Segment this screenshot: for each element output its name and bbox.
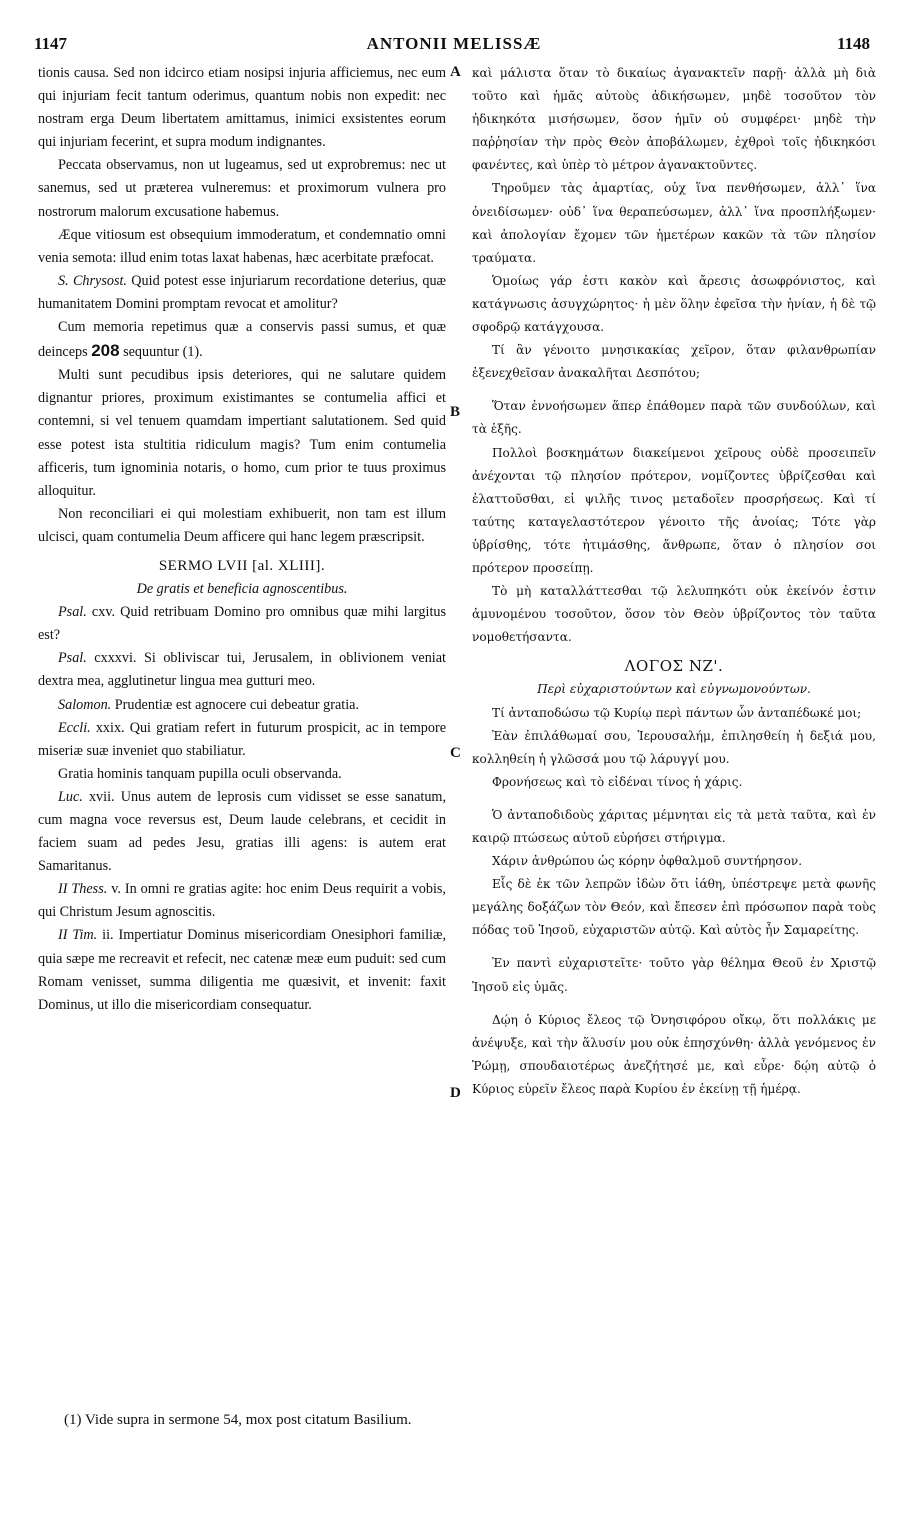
spacer — [472, 794, 876, 804]
page-number-right: 1148 — [836, 34, 870, 53]
page-number-left: 1147 — [34, 34, 68, 53]
latin-paragraph — [38, 601, 446, 647]
latin-paragraph: Peccata observamus, non ut lugeamus, sed ut exprobremus: nec ut sanemus, sed ut præterea vulneremus: et proximorum vulnera pro nostrorum malorum excusatione habemus. — [38, 157, 446, 220]
greek-paragraph: Δῴη ὁ Κύριος ἔλεος τῷ Ὀνησιφόρου οἴκῳ, ὅτι πολλάκις με ἀνέψυξε, καὶ τὴν ἅλυσίν μου οὐκ ἐπησχύνθη· ἀλλὰ γενόμενος ἐν Ῥώμῃ, σπουδαιοτέρως ἀνεζήτησέ με, καὶ εὗρε· δῴη αὐτῷ ὁ Κύριος εὑρεῖν ἔλεος παρὰ Κυρίου ἐν ἐκείνῃ τῇ ἡμέρᾳ. — [472, 1012, 876, 1096]
source-reference: Psal. — [58, 604, 87, 621]
greek-column — [472, 62, 876, 1101]
spacer — [472, 999, 876, 1009]
margin-marker-c: C — [450, 745, 461, 761]
greek-paragraph: καὶ μάλιστα ὅταν τὸ δικαίως ἀγανακτεῖν παρῇ· ἀλλὰ μὴ διὰ τοῦτο καὶ ἡμᾶς αὐτοὺς ἀδικήσωμεν, μηδὲ τοσοῦτον τὸν ἠδικηκότα μισήσωμεν, ὅσον ἡμῖν οὐ συμφέρει· μηδὲ τὴν παῤῥησίαν τὴν πρὸς Θεὸν ἀποβάλωμεν, ἐχθροὶ τοῖς ἠδικηκόσι φανέντες, καὶ ὑπὲρ τὸ μέτρον ἀγανακτοῦντες. — [472, 66, 876, 173]
greek-paragraph: Ἐὰν ἐπιλάθωμαί σου, Ἱερουσαλήμ, ἐπιλησθείη ἡ δεξιά μου, κολληθείη ἡ γλῶσσά μου τῷ λάρυγγί μου. — [472, 728, 876, 766]
greek-paragraph: Εἷς δὲ ἐκ τῶν λεπρῶν ἰδὼν ὅτι ἰάθη, ὑπέστρεψε μετὰ φωνῆς μεγάλης δοξάζων τὸν Θεόν, καὶ ἔπεσεν ἐπὶ πρόσωπον παρὰ τοὺς πόδας τοῦ Ἰησοῦ, εὐχαριστῶν αὐτῷ. Καὶ αὐτὸς ἦν Σαμαρείτης. — [472, 877, 876, 938]
paragraph-text: xvii. Unus autem de leprosis cum vidisset se esse sanatum, cum magna voce reversus est, Deum laude celebrans, et cecidit in faciem suam ad pedes Jesu, gratias illi agens: is autem erat Samaritanus. — [38, 788, 446, 875]
latin-paragraph — [38, 924, 446, 1016]
latin-paragraph: Non reconciliari ei qui molestiam exhibuerit, non tam est illum ulcisci, quam contumelia Deum afficere qui hanc legem præscripsit. — [38, 505, 446, 545]
source-reference: Luc. — [58, 788, 83, 805]
paragraph-text: sequuntur (1). — [119, 344, 203, 361]
latin-paragraph: Æque vitiosum est obsequium immoderatum, et condemnatio omni venia semota: illud enim totas laxat habenas, hæc acerbitate præfocat. — [38, 226, 446, 266]
source-reference: II Tim. — [58, 927, 98, 944]
paragraph-text: v. In omni re gratias agite: hoc enim Deus requirit a vobis, qui Christum Jesum agnoscitis. — [38, 881, 446, 921]
paragraph-text: xxix. Qui gratiam refert in futurum prospicit, ac in tempore miseriæ suæ inveniet quo stabiliatur. — [38, 719, 446, 759]
latin-paragraph: Multi sunt pecudibus ipsis deteriores, qui ne salutare quidem dignantur priores, proximum existimantes se contumelia affici et contemni, si vel tenuem quamdam impertiant salutationem. Sed quid esse potest ista stultitia ridiculum magis? Tum enim contumelia afficeris, tum ignominia notaris, o homo, cum prior te tuus proximus alloquitur. — [38, 367, 446, 499]
greek-paragraph: Χάριν ἀνθρώπου ὡς κόρην ὀφθαλμοῦ συντήρησον. — [492, 854, 803, 869]
greek-paragraph: Τὸ μὴ καταλλάττεσθαι τῷ λελυπηκότι οὐκ ἐκείνόν ἐστιν ἀμυνομένου τοσοῦτον, ὅσον τὸν Θεὸν ὑβρίζοντος τὸν ταῦτα νομοθετήσαντα. — [472, 584, 876, 645]
margin-marker-d: D — [450, 1085, 461, 1101]
latin-paragraph — [38, 270, 446, 316]
source-reference: Eccli. — [58, 719, 91, 736]
running-title: ANTONII MELISSÆ — [366, 34, 542, 53]
column-number: 208 — [91, 341, 120, 361]
greek-paragraph: Ὁ ἀνταποδιδοὺς χάριτας μέμνηται εἰς τὰ μετὰ ταῦτα, καὶ ἐν καιρῷ πτώσεως αὐτοῦ εὑρήσει στήριγμα. — [472, 807, 876, 845]
latin-column — [38, 62, 446, 1017]
source-reference: Salomon. — [58, 696, 112, 713]
paragraph-text: Prudentiæ est agnocere cui debeatur gratia. — [111, 696, 359, 713]
greek-paragraph: Τί ἂν γένοιτο μνησικακίας χεῖρον, ὅταν φιλανθρωπίαν ἐξενεχθεῖσαν ἀνακαλῆται Δεσπότου; — [472, 343, 876, 381]
spacer — [472, 942, 876, 952]
latin-paragraph — [38, 786, 446, 878]
logos-heading: ΛΟΓΟΣ ΝΖ'. — [624, 657, 724, 676]
source-reference: S. Chrysost. — [58, 272, 127, 289]
logos-subheading: Περὶ εὐχαριστούντων καὶ εὐγνωμονούντων. — [537, 682, 811, 697]
latin-paragraph: Gratia hominis tanquam pupilla oculi observanda. — [58, 765, 342, 782]
latin-paragraph — [38, 647, 446, 693]
paragraph-text: Quid potest esse injuriarum recordatione deterius, quæ humanitatem Domini promptam revocat et amolitur? — [38, 272, 447, 312]
sermon-heading: SERMO LVII [al. XLIII]. — [158, 557, 326, 574]
margin-marker-a: A — [450, 64, 461, 80]
sermon-subheading: De gratis et beneficia agnoscentibus. — [136, 581, 348, 598]
latin-paragraph: tionis causa. Sed non idcirco etiam nosipsi injuria afficiemus, nec eum qui injuriam fecit tantum oderimus, quantum nobis non expedit: nec nostram erga Deum libertatem amittamus, inimici exsistentes eorum qui injuriam fecerint, et supra modum indignantes. — [38, 65, 446, 151]
greek-paragraph: Ὁμοίως γάρ ἐστι κακὸν καὶ ἄρεσις ἀσωφρόνιστος, καὶ κατάγνωσις ἀσυγχώρητος· ἡ μὲν ὅλην ἐφεῖσα τὴν ἡνίαν, ἡ δὲ τῷ σφοδρῷ κατάγχουσα. — [472, 273, 876, 335]
latin-paragraph — [38, 316, 446, 364]
source-reference: II Thess. — [58, 881, 108, 898]
greek-paragraph: Ὅταν ἐννοήσωμεν ἅπερ ἐπάθομεν παρὰ τῶν συνδούλων, καὶ τὰ ἑξῆς. — [472, 399, 876, 437]
source-reference: Psal. — [58, 650, 87, 667]
spacer — [472, 385, 876, 395]
paragraph-text: cxxxvi. Si obliviscar tui, Jerusalem, in oblivionem veniat dextra mea, agglutinetur lingua mea gutturi meo. — [38, 650, 446, 690]
latin-paragraph — [38, 694, 446, 717]
latin-paragraph — [38, 878, 446, 924]
greek-paragraph: Ἐν παντὶ εὐχαριστεῖτε· τοῦτο γὰρ θέλημα Θεοῦ ἐν Χριστῷ Ἰησοῦ εἰς ὑμᾶς. — [472, 956, 876, 994]
paragraph-text: cxv. Quid retribuam Domino pro omnibus quæ mihi largitus est? — [38, 604, 446, 644]
paragraph-text: Cum memoria repetimus quæ a conservis passi sumus, et quæ deinceps — [38, 319, 446, 361]
greek-paragraph: Πολλοὶ βοσκημάτων διακείμενοι χεῖρους οὐδὲ προσειπεῖν ἀνέχονται τῷ πλησίον πρότερον, νομίζοντες ὑβρίζεσθαι καὶ ἐλαττοῦσθαι, εἰ ψιλῆς τινος μεταδοῖεν προσρήσεως. Καὶ τί ταύτης καταγελαστότερον γένοιτο τῆς ἀνοίας; Τότε γὰρ ὑβρίσθης, τότε ἠτιμάσθης, ἄνθρωπε, ὅταν ὁ πλησίον σοι πρότερον προσείπῃ. — [472, 445, 876, 575]
paragraph-text: ii. Impertiatur Dominus misericordiam Onesiphori familiæ, quia sæpe me recreavit et refecit, nec catenæ meæ eum puduit: sed cum Romam venisset, summa diligentia me quæsivit, et invenit: faxit Dominus, ut illo die misericordiam consequatur. — [38, 927, 446, 1013]
greek-paragraph: Τηροῦμεν τὰς ἁμαρτίας, οὐχ ἵνα πενθήσωμεν, ἀλλ᾽ ἵνα ὀνειδίσωμεν· οὐδ᾽ ἵνα θεραπεύσωμεν, ἀλλ᾽ ἵνα προσπλήξωμεν· καὶ ἀπολογίαν ἔχομεν τῶν ἡμετέρων κακῶν τὰ τῶν πλησίον τραύματα. — [472, 181, 876, 265]
latin-paragraph — [38, 717, 446, 763]
greek-paragraph: Φρονήσεως καὶ τὸ εἰδέναι τίνος ἡ χάρις. — [492, 774, 743, 789]
margin-marker-b: B — [450, 404, 461, 420]
greek-paragraph: Τί ἀνταποδώσω τῷ Κυρίῳ περὶ πάντων ὧν ἀνταπέδωκέ μοι; — [492, 705, 862, 720]
footnote: (1) Vide supra in sermone 54, mox post citatum Basilium. — [64, 1412, 412, 1428]
page-header — [0, 34, 908, 56]
